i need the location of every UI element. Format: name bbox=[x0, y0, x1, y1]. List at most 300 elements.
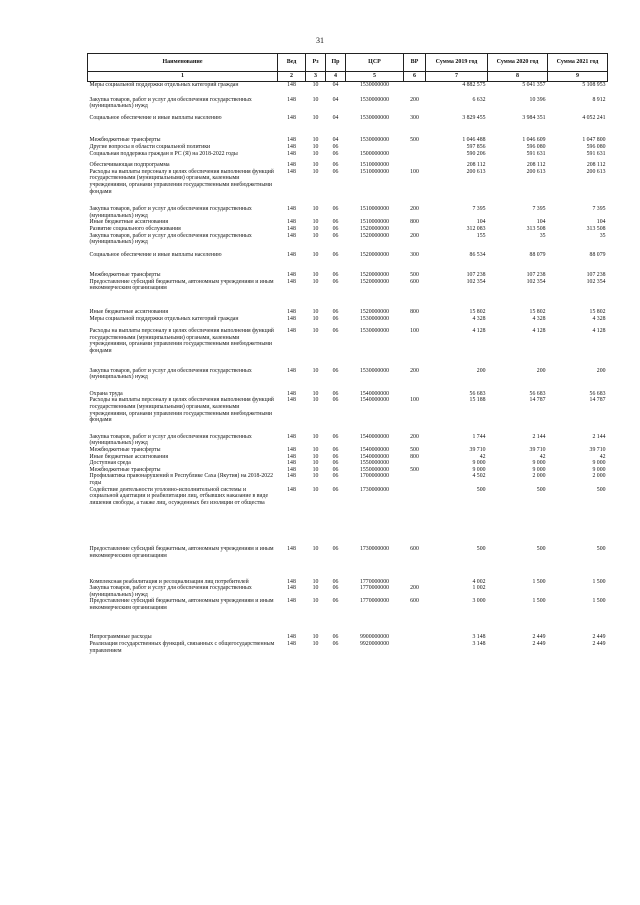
row-pr-cell: 04 bbox=[332, 137, 339, 144]
row-rz-cell: 10 bbox=[312, 453, 319, 460]
row-sum-2021-cell: 9 000 bbox=[592, 466, 606, 473]
row-sum-2020-cell: 5 041 357 bbox=[522, 82, 546, 88]
row-sum-2021-cell: 208 112 bbox=[586, 162, 606, 169]
row-rz-cell: 10 bbox=[312, 309, 319, 316]
row-name-cell: Профилактика правонарушений в Республике Саха (Якутия) на 2018-2022 годы bbox=[89, 473, 273, 486]
row-sum-2021-cell: 2 449 bbox=[592, 641, 606, 648]
row-sum-2021-cell: 200 bbox=[596, 367, 606, 374]
row-sum-2020-cell: 10 396 bbox=[529, 96, 546, 103]
row-rz-cell: 10 bbox=[312, 598, 319, 605]
row-name-cell: Доступная среда bbox=[89, 460, 131, 467]
row-sum-2019-cell: 42 bbox=[479, 453, 486, 460]
row-sum-2019-cell: 102 354 bbox=[466, 278, 486, 285]
row-pr-cell: 04 bbox=[332, 96, 339, 103]
row-vr-cell: 600 bbox=[410, 598, 419, 605]
row-sum-2020-cell: 2 144 bbox=[532, 433, 546, 440]
row-csr-cell: 1540000000 bbox=[360, 433, 389, 440]
row-name-cell: Предоставление субсидий бюджетным, автономным учреждениям и иным некоммерческим организациям bbox=[89, 598, 274, 611]
row-sum-2020-cell: 56 683 bbox=[529, 390, 546, 397]
row-name-cell: Предоставление субсидий бюджетным, автономным учреждениям и иным некоммерческим организациям bbox=[89, 546, 274, 559]
row-sum-2020-cell: 42 bbox=[539, 453, 546, 460]
row-sum-2020-cell: 102 354 bbox=[526, 278, 546, 285]
row-ved-cell: 148 bbox=[287, 143, 296, 150]
row-name-cell: Межбюджетные трансферты bbox=[89, 137, 161, 144]
row-sum-2020-cell: 14 787 bbox=[529, 397, 546, 404]
row-name-cell: Меры социальной поддержки отдельных категорий граждан bbox=[89, 315, 239, 322]
row-sum-2020-cell: 107 238 bbox=[526, 272, 546, 279]
row-vr-cell: 200 bbox=[410, 433, 419, 440]
row-name-cell: Иные бюджетные ассигнования bbox=[89, 453, 168, 460]
row-pr-cell: 06 bbox=[332, 433, 339, 440]
row-ved-cell: 148 bbox=[287, 328, 296, 335]
header-pr: Пр bbox=[326, 54, 346, 72]
row-vr-cell bbox=[404, 611, 426, 641]
row-pr-cell: 06 bbox=[332, 598, 339, 605]
table-row bbox=[88, 611, 608, 641]
row-pr-cell: 06 bbox=[332, 641, 339, 648]
header-rz: Рз bbox=[306, 54, 326, 72]
row-name-cell: Меры социальной поддержки отдельных категорий граждан bbox=[89, 82, 239, 88]
row-rz-cell: 10 bbox=[312, 585, 319, 592]
budget-table bbox=[87, 53, 608, 654]
row-vr-cell bbox=[404, 487, 426, 507]
table-row bbox=[88, 316, 608, 323]
row-sum-2020-cell: 500 bbox=[536, 486, 546, 493]
row-sum-2019-cell: 4 002 bbox=[472, 578, 486, 585]
row-pr-cell: 06 bbox=[332, 446, 339, 453]
row-sum-2019-cell: 500 bbox=[476, 486, 486, 493]
row-sum-2020-cell bbox=[488, 585, 548, 598]
row-sum-2021-cell: 4 128 bbox=[592, 328, 606, 335]
row-sum-2019-cell: 1 046 488 bbox=[462, 137, 486, 144]
row-vr-cell: 600 bbox=[410, 546, 419, 553]
row-sum-2019-cell: 200 613 bbox=[466, 168, 486, 175]
row-sum-2021-cell: 9 000 bbox=[592, 460, 606, 467]
row-pr-cell: 06 bbox=[332, 219, 339, 226]
row-ved-cell: 148 bbox=[287, 168, 296, 175]
row-pr-cell: 06 bbox=[332, 168, 339, 175]
row-sum-2019-cell: 7 395 bbox=[472, 206, 486, 213]
row-pr-cell: 04 bbox=[332, 114, 339, 121]
row-vr-cell bbox=[404, 560, 426, 586]
row-sum-2021-cell: 2 449 bbox=[592, 634, 606, 641]
row-sum-2020-cell: 200 613 bbox=[526, 168, 546, 175]
row-sum-2019-cell: 4 128 bbox=[472, 328, 486, 335]
row-vr-cell: 200 bbox=[410, 96, 419, 103]
row-pr-cell: 06 bbox=[332, 453, 339, 460]
row-vr-cell: 100 bbox=[410, 397, 419, 404]
column-number: 7 bbox=[426, 72, 488, 82]
row-rz-cell: 10 bbox=[312, 367, 319, 374]
row-sum-2020-cell: 15 802 bbox=[529, 309, 546, 316]
row-name-cell: Обеспечивающая подпрограмма bbox=[89, 162, 170, 169]
header-sum-2019: Сумма 2019 год bbox=[426, 54, 488, 72]
row-sum-2019-cell: 3 148 bbox=[472, 641, 486, 648]
row-name-cell: Содействие деятельности уголовно-исполнительной системы и социальной адаптации и реабилитации лиц, отбывших наказание в виде лишения свободы, а также лиц, осужденных без изоляции от общества bbox=[89, 486, 269, 506]
row-sum-2021-cell: 14 787 bbox=[589, 397, 606, 404]
table-row bbox=[88, 506, 608, 559]
row-name-cell: Закупка товаров, работ и услуг для обеспечения государственных (муниципальных) нужд bbox=[89, 433, 252, 447]
row-ved-cell: 148 bbox=[287, 96, 296, 103]
row-csr-cell: 1510000000 bbox=[360, 219, 389, 226]
row-sum-2021-cell: 500 bbox=[596, 486, 606, 493]
column-number: 2 bbox=[278, 72, 306, 82]
row-csr-cell: 1550000000 bbox=[360, 460, 389, 467]
row-ved-cell: 148 bbox=[287, 367, 296, 374]
row-rz-cell: 10 bbox=[312, 232, 319, 239]
row-sum-2021-cell: 39 710 bbox=[589, 446, 606, 453]
row-ved-cell: 148 bbox=[287, 162, 296, 169]
row-name-cell: Расходы на выплаты персоналу в целях обеспечения выполнения функций государственными (муниципальными) органами, казенными учреждениями, органами управления государственными внебюджетными фондами bbox=[89, 168, 274, 195]
row-sum-2019-cell: 3 148 bbox=[472, 634, 486, 641]
row-rz-cell: 10 bbox=[312, 397, 319, 404]
row-sum-2019-cell: 312 083 bbox=[466, 225, 486, 232]
row-sum-2020-cell: 39 710 bbox=[529, 446, 546, 453]
row-pr-cell: 06 bbox=[332, 206, 339, 213]
row-sum-2020-cell: 1 046 609 bbox=[522, 137, 546, 144]
row-sum-2021-cell: 5 108 953 bbox=[582, 82, 606, 88]
row-ved-cell: 148 bbox=[287, 82, 296, 88]
row-csr-cell: 1540000000 bbox=[360, 390, 389, 397]
row-vr-cell bbox=[404, 460, 426, 467]
row-csr-cell: 1530000000 bbox=[360, 82, 389, 88]
row-sum-2020-cell: 2 000 bbox=[532, 473, 546, 480]
row-csr-cell: 9900000000 bbox=[360, 634, 389, 641]
row-vr-cell: 300 bbox=[410, 114, 419, 121]
row-sum-2020-cell: 313 508 bbox=[526, 225, 546, 232]
row-csr-cell: 1540000000 bbox=[360, 397, 389, 404]
row-rz-cell: 10 bbox=[312, 578, 319, 585]
row-rz-cell: 10 bbox=[312, 278, 319, 285]
row-sum-2020-cell: 9 000 bbox=[532, 466, 546, 473]
row-sum-2021-cell: 313 508 bbox=[586, 225, 606, 232]
row-ved-cell: 148 bbox=[287, 397, 296, 404]
row-sum-2019-cell: 208 112 bbox=[466, 162, 486, 169]
row-csr-cell: 1520000000 bbox=[360, 232, 389, 239]
row-sum-2019-cell: 3 829 455 bbox=[462, 114, 486, 121]
row-csr-cell: 1730000000 bbox=[360, 486, 389, 493]
row-sum-2021-cell: 88 079 bbox=[589, 251, 606, 258]
row-rz-cell: 10 bbox=[312, 272, 319, 279]
table-row bbox=[88, 233, 608, 246]
row-vr-cell: 500 bbox=[410, 272, 419, 279]
row-sum-2021-cell: 107 238 bbox=[586, 272, 606, 279]
table-row bbox=[88, 157, 608, 169]
row-sum-2019-cell: 1 002 bbox=[472, 585, 486, 592]
column-number: 4 bbox=[326, 72, 346, 82]
row-sum-2019-cell: 597 856 bbox=[466, 143, 486, 150]
table-row bbox=[88, 226, 608, 233]
row-ved-cell: 148 bbox=[287, 278, 296, 285]
row-sum-2020-cell: 2 449 bbox=[532, 634, 546, 641]
row-pr-cell: 06 bbox=[332, 578, 339, 585]
row-sum-2019-cell: 1 744 bbox=[472, 433, 486, 440]
row-rz-cell: 10 bbox=[312, 219, 319, 226]
row-csr-cell: 1770000000 bbox=[360, 598, 389, 605]
table-row bbox=[88, 110, 608, 122]
row-sum-2020-cell: 200 bbox=[536, 367, 546, 374]
row-rz-cell: 10 bbox=[312, 546, 319, 553]
row-vr-cell bbox=[404, 151, 426, 158]
row-csr-cell: 1730000000 bbox=[360, 546, 389, 553]
row-sum-2021-cell: 15 802 bbox=[589, 309, 606, 316]
row-sum-2021-cell: 200 613 bbox=[586, 168, 606, 175]
row-sum-2019-cell: 3 000 bbox=[472, 598, 486, 605]
column-number-row bbox=[88, 72, 608, 82]
row-ved-cell: 148 bbox=[287, 486, 296, 493]
row-ved-cell: 148 bbox=[287, 219, 296, 226]
row-sum-2019-cell: 6 632 bbox=[472, 96, 486, 103]
row-ved-cell: 148 bbox=[287, 453, 296, 460]
row-ved-cell: 148 bbox=[287, 272, 296, 279]
row-sum-2021-cell: 4 052 241 bbox=[582, 114, 606, 121]
header-csr: ЦСР bbox=[346, 54, 404, 72]
table-row bbox=[88, 121, 608, 144]
row-rz-cell: 10 bbox=[312, 137, 319, 144]
row-ved-cell: 148 bbox=[287, 390, 296, 397]
row-name-cell: Непрограммные расходы bbox=[89, 634, 152, 641]
row-rz-cell: 10 bbox=[312, 433, 319, 440]
row-name-cell: Социальная поддержка граждан в РС (Я) на 2018-2022 годы bbox=[89, 150, 238, 157]
row-rz-cell: 10 bbox=[312, 641, 319, 648]
row-sum-2019-cell: 104 bbox=[476, 219, 486, 226]
row-pr-cell: 06 bbox=[332, 272, 339, 279]
row-sum-2019-cell: 9 000 bbox=[472, 466, 486, 473]
row-csr-cell: 9920000000 bbox=[360, 641, 389, 648]
row-rz-cell: 10 bbox=[312, 634, 319, 641]
row-pr-cell: 06 bbox=[332, 232, 339, 239]
page-number: 31 bbox=[316, 36, 324, 45]
row-rz-cell: 10 bbox=[312, 466, 319, 473]
row-sum-2021-cell: 7 395 bbox=[592, 206, 606, 213]
row-pr-cell: 06 bbox=[332, 460, 339, 467]
row-sum-2021-cell: 500 bbox=[596, 546, 606, 553]
row-name-cell: Комплексная реабилитация и ресоциализация лиц потребителей bbox=[89, 578, 249, 585]
row-rz-cell: 10 bbox=[312, 143, 319, 150]
row-pr-cell: 06 bbox=[332, 143, 339, 150]
column-number: 9 bbox=[548, 72, 608, 82]
row-vr-cell bbox=[404, 144, 426, 151]
table-row bbox=[88, 151, 608, 158]
row-sum-2021-cell: 2 000 bbox=[592, 473, 606, 480]
row-vr-cell: 800 bbox=[410, 219, 419, 226]
row-csr-cell bbox=[346, 144, 404, 151]
row-csr-cell: 1700000000 bbox=[360, 473, 389, 480]
row-csr-cell: 1530000000 bbox=[360, 315, 389, 322]
row-csr-cell: 1770000000 bbox=[360, 585, 389, 592]
row-vr-cell bbox=[404, 473, 426, 486]
row-sum-2019-cell: 4 882 575 bbox=[462, 82, 486, 88]
row-sum-2019-cell: 9 000 bbox=[472, 460, 486, 467]
row-name-cell: Закупка товаров, работ и услуг для обеспечения государственных (муниципальных) нужд bbox=[89, 367, 252, 381]
row-sum-2019-cell: 4 328 bbox=[472, 315, 486, 322]
column-number: 8 bbox=[488, 72, 548, 82]
row-ved-cell: 148 bbox=[287, 137, 296, 144]
row-csr-cell: 1530000000 bbox=[360, 96, 389, 103]
row-sum-2019-cell: 86 534 bbox=[469, 251, 486, 258]
row-sum-2021-cell: 102 354 bbox=[586, 278, 606, 285]
row-ved-cell: 148 bbox=[287, 225, 296, 232]
row-rz-cell: 10 bbox=[312, 206, 319, 213]
row-ved-cell: 148 bbox=[287, 114, 296, 121]
table-row bbox=[88, 169, 608, 195]
row-sum-2020-cell: 1 500 bbox=[532, 598, 546, 605]
row-sum-2020-cell: 9 000 bbox=[532, 460, 546, 467]
row-ved-cell: 148 bbox=[287, 578, 296, 585]
row-rz-cell: 10 bbox=[312, 460, 319, 467]
row-pr-cell: 06 bbox=[332, 634, 339, 641]
column-number: 3 bbox=[306, 72, 326, 82]
row-sum-2021-cell bbox=[548, 585, 608, 598]
row-pr-cell: 06 bbox=[332, 225, 339, 232]
row-name-cell: Межбюджетные трансферты bbox=[89, 272, 161, 279]
table-row bbox=[88, 82, 608, 89]
row-csr-cell: 1530000000 bbox=[360, 367, 389, 374]
row-vr-cell: 800 bbox=[410, 453, 419, 460]
row-sum-2020-cell: 591 631 bbox=[526, 150, 546, 157]
row-pr-cell: 06 bbox=[332, 367, 339, 374]
row-ved-cell: 148 bbox=[287, 585, 296, 592]
row-sum-2021-cell: 1 047 800 bbox=[582, 137, 606, 144]
row-sum-2021-cell: 104 bbox=[596, 219, 606, 226]
row-rz-cell: 10 bbox=[312, 225, 319, 232]
header-sum-2020: Сумма 2020 год bbox=[488, 54, 548, 72]
row-csr-cell: 1500000000 bbox=[360, 150, 389, 157]
row-sum-2020-cell: 500 bbox=[536, 546, 546, 553]
row-csr-cell: 1540000000 bbox=[360, 446, 389, 453]
row-sum-2019-cell: 4 502 bbox=[472, 473, 486, 480]
row-ved-cell: 148 bbox=[287, 315, 296, 322]
table-row bbox=[88, 447, 608, 454]
column-number: 1 bbox=[88, 72, 278, 82]
row-pr-cell: 06 bbox=[332, 162, 339, 169]
row-rz-cell: 10 bbox=[312, 390, 319, 397]
row-ved-cell: 148 bbox=[287, 598, 296, 605]
column-number: 6 bbox=[404, 72, 426, 82]
column-number: 5 bbox=[346, 72, 404, 82]
row-rz-cell: 10 bbox=[312, 82, 319, 88]
row-ved-cell: 148 bbox=[287, 473, 296, 480]
row-sum-2020-cell: 208 112 bbox=[526, 162, 546, 169]
row-sum-2020-cell: 2 449 bbox=[532, 641, 546, 648]
row-name-cell: Другие вопросы в области социальной политики bbox=[89, 143, 211, 150]
table-header-row bbox=[88, 54, 608, 72]
row-name-cell: Иные бюджетные ассигнования bbox=[89, 219, 168, 226]
row-pr-cell: 06 bbox=[332, 486, 339, 493]
row-vr-cell: 200 bbox=[410, 585, 419, 592]
row-sum-2021-cell: 35 bbox=[599, 232, 606, 239]
row-ved-cell: 148 bbox=[287, 466, 296, 473]
row-pr-cell: 06 bbox=[332, 328, 339, 335]
row-pr-cell: 06 bbox=[332, 278, 339, 285]
row-vr-cell: 300 bbox=[410, 251, 419, 258]
row-name-cell: Социальное обеспечение и иные выплаты населению bbox=[89, 114, 222, 121]
table-row bbox=[88, 89, 608, 110]
row-pr-cell: 06 bbox=[332, 546, 339, 553]
row-name-cell: Межбюджетные трансферты bbox=[89, 446, 161, 453]
table-row bbox=[88, 397, 608, 423]
row-vr-cell: 500 bbox=[410, 466, 419, 473]
table-row bbox=[88, 560, 608, 586]
row-rz-cell: 10 bbox=[312, 446, 319, 453]
row-name-cell: Социальное обеспечение и иные выплаты населению bbox=[89, 251, 222, 258]
row-vr-cell: 500 bbox=[410, 446, 419, 453]
table-row bbox=[88, 279, 608, 292]
row-sum-2020-cell: 7 395 bbox=[532, 206, 546, 213]
row-pr-cell: 06 bbox=[332, 390, 339, 397]
row-sum-2020-cell: 4 128 bbox=[532, 328, 546, 335]
table-row bbox=[88, 219, 608, 226]
table-row bbox=[88, 381, 608, 398]
row-vr-cell: 200 bbox=[410, 206, 419, 213]
row-name-cell: Расходы на выплаты персоналу в целях обеспечения выполнения функций государственными (муниципальными) органами, казенными учреждениями, органами управления государственными внебюджетными фондами bbox=[89, 328, 274, 355]
row-pr-cell: 04 bbox=[332, 82, 339, 88]
row-sum-2019-cell: 155 bbox=[476, 232, 486, 239]
row-sum-2020-cell: 4 328 bbox=[532, 315, 546, 322]
header-sum-2021: Сумма 2021 год bbox=[548, 54, 608, 72]
row-ved-cell: 148 bbox=[287, 634, 296, 641]
row-vr-cell bbox=[404, 157, 426, 169]
row-vr-cell: 600 bbox=[410, 278, 419, 285]
row-sum-2019-cell: 15 188 bbox=[469, 397, 486, 404]
table-row bbox=[88, 258, 608, 279]
row-sum-2020-cell: 596 080 bbox=[526, 143, 546, 150]
row-rz-cell: 10 bbox=[312, 328, 319, 335]
row-csr-cell: 1520000000 bbox=[360, 309, 389, 316]
row-vr-cell bbox=[404, 381, 426, 398]
row-rz-cell: 10 bbox=[312, 96, 319, 103]
row-csr-cell: 1520000000 bbox=[360, 272, 389, 279]
header-name: Наименование bbox=[88, 54, 278, 72]
row-vr-cell bbox=[404, 641, 426, 654]
row-sum-2020-cell: 104 bbox=[536, 219, 546, 226]
table-row bbox=[88, 473, 608, 486]
row-vr-cell: 800 bbox=[410, 309, 419, 316]
table-body bbox=[88, 82, 608, 655]
table-row bbox=[88, 641, 608, 654]
row-name-cell: Развитие социального обслуживания bbox=[89, 225, 181, 232]
row-name-cell: Закупка товаров, работ и услуг для обеспечения государственных (муниципальных) нужд bbox=[89, 96, 252, 110]
table-row bbox=[88, 322, 608, 354]
row-csr-cell: 1770000000 bbox=[360, 578, 389, 585]
row-sum-2019-cell: 107 238 bbox=[466, 272, 486, 279]
row-rz-cell: 10 bbox=[312, 473, 319, 480]
row-name-cell: Расходы на выплаты персоналу в целях обеспечения выполнения функций государственными (муниципальными) органами, казенными учреждениями, органами управления государственными внебюджетными фондами bbox=[89, 397, 274, 424]
row-ved-cell: 148 bbox=[287, 309, 296, 316]
row-pr-cell: 06 bbox=[332, 309, 339, 316]
row-name-cell: Предоставление субсидий бюджетным, автономным учреждениям и иным некоммерческим организациям bbox=[89, 278, 274, 292]
row-ved-cell: 148 bbox=[287, 446, 296, 453]
row-csr-cell: 1520000000 bbox=[360, 278, 389, 285]
table-row bbox=[88, 195, 608, 219]
row-pr-cell: 06 bbox=[332, 473, 339, 480]
header-vr: ВР bbox=[404, 54, 426, 72]
row-sum-2020-cell: 1 500 bbox=[532, 578, 546, 585]
row-ved-cell: 148 bbox=[287, 546, 296, 553]
row-vr-cell: 200 bbox=[410, 367, 419, 374]
row-csr-cell: 1520000000 bbox=[360, 251, 389, 258]
header-ved: Вед bbox=[278, 54, 306, 72]
row-csr-cell: 1540000000 bbox=[360, 453, 389, 460]
row-sum-2021-cell: 4 328 bbox=[592, 315, 606, 322]
row-rz-cell: 10 bbox=[312, 114, 319, 121]
row-csr-cell: 1530000000 bbox=[360, 328, 389, 335]
row-ved-cell: 148 bbox=[287, 206, 296, 213]
row-pr-cell: 06 bbox=[332, 397, 339, 404]
row-rz-cell: 10 bbox=[312, 251, 319, 258]
row-vr-cell: 500 bbox=[410, 137, 419, 144]
row-vr-cell: 200 bbox=[410, 232, 419, 239]
